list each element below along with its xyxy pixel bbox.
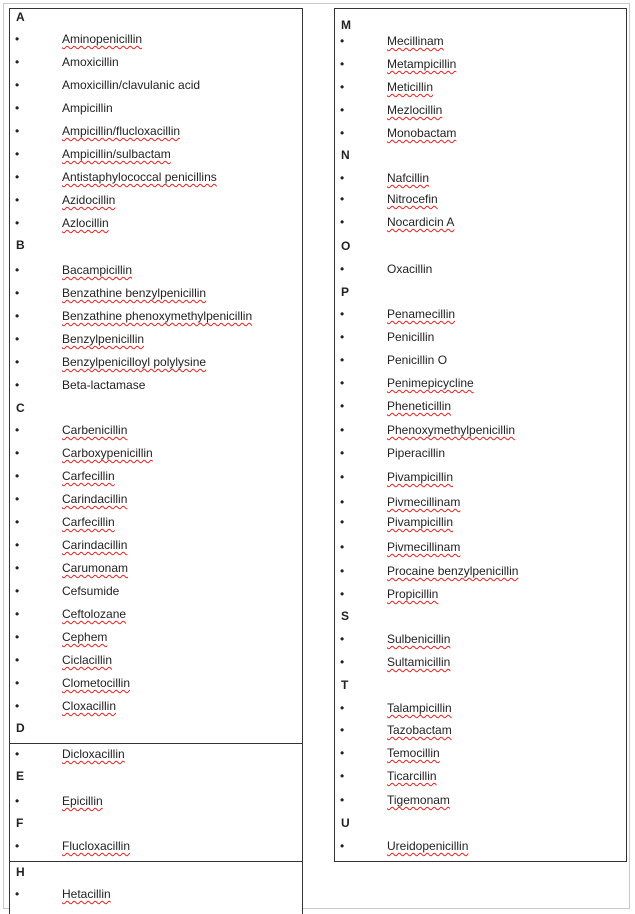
right-list-item: Sultamicillin — [387, 655, 451, 669]
right-list-item: Procaine benzylpenicillin — [387, 564, 519, 578]
bullet-icon: • — [15, 653, 20, 667]
bullet-icon: • — [15, 101, 20, 115]
bullet-icon: • — [15, 124, 20, 138]
bullet-icon: • — [15, 561, 20, 575]
bullet-icon: • — [340, 446, 345, 460]
left-list-item: Carfecillin — [62, 469, 115, 483]
right-list-item: Pivampicillin — [387, 515, 454, 529]
right-section-letter-o: O — [341, 239, 351, 253]
left-list-item: Bacampicillin — [62, 263, 133, 277]
bullet-icon: • — [15, 55, 20, 69]
bullet-icon: • — [340, 262, 345, 276]
right-list-item: Temocillin — [387, 746, 440, 760]
right-list-item: Pivmecillinam — [387, 540, 461, 554]
left-list-item: Benzylpenicillin — [62, 332, 145, 346]
bullet-icon: • — [340, 423, 345, 437]
bullet-icon: • — [340, 587, 345, 601]
bullet-icon: • — [15, 469, 20, 483]
right-list-item: Nocardicin A — [387, 215, 455, 229]
left-list-item: Clometocillin — [62, 676, 131, 690]
bullet-icon: • — [340, 495, 345, 509]
left-section-letter-a: A — [16, 10, 25, 24]
left-list-item: Epicillin — [62, 794, 103, 808]
bullet-icon: • — [15, 193, 20, 207]
right-table-m-to-u — [334, 8, 627, 862]
bullet-icon: • — [15, 515, 20, 529]
right-section-letter-n: N — [341, 148, 350, 162]
left-section-letter-c: C — [16, 401, 25, 415]
left-list-item: Carumonam — [62, 561, 129, 575]
bullet-icon: • — [340, 126, 345, 140]
bullet-icon: • — [15, 32, 20, 46]
left-list-item: Ampicillin/sulbactam — [62, 147, 171, 161]
right-list-item: Pivmecillinam — [387, 495, 461, 509]
bullet-icon: • — [15, 263, 20, 277]
bullet-icon: • — [340, 515, 345, 529]
bullet-icon: • — [15, 216, 20, 230]
bullet-icon: • — [340, 376, 345, 390]
bullet-icon: • — [15, 286, 20, 300]
right-list-item: Talampicillin — [387, 701, 452, 715]
left-list-item: Amoxicillin/clavulanic acid — [62, 78, 201, 92]
left-list-item: Cloxacillin — [62, 699, 117, 713]
bullet-icon: • — [15, 355, 20, 369]
right-list-item: Tigemonam — [387, 793, 450, 807]
left-list-item: Carindacillin — [62, 492, 128, 506]
left-list-item: Carbenicillin — [62, 423, 128, 437]
left-list-item: Azlocillin — [62, 216, 109, 230]
left-list-item: Benzathine benzylpenicillin — [62, 286, 207, 300]
left-list-item: Benzylpenicilloyl polylysine — [62, 355, 207, 369]
bullet-icon: • — [15, 538, 20, 552]
left-section-letter-b: B — [16, 238, 25, 252]
right-section-letter-s: S — [341, 609, 350, 623]
right-list-item: Phenoxymethylpenicillin — [387, 423, 516, 437]
bullet-icon: • — [340, 215, 345, 229]
left-section-letter-d: D — [16, 721, 25, 735]
bullet-icon: • — [340, 701, 345, 715]
left-list-item: Amoxicillin — [62, 55, 119, 69]
right-list-item: Penicillin O — [387, 353, 448, 367]
bullet-icon: • — [340, 470, 345, 484]
bullet-icon: • — [340, 330, 345, 344]
left-list-item: Beta-lactamase — [62, 378, 146, 392]
left-list-item: Ampicillin/flucloxacillin — [62, 124, 181, 138]
right-list-item: Ticarcillin — [387, 769, 437, 783]
bullet-icon: • — [15, 747, 20, 761]
left-list-item: Dicloxacillin — [62, 747, 125, 761]
bullet-icon: • — [340, 839, 345, 853]
bullet-icon: • — [340, 57, 345, 71]
left-list-item: Ceftolozane — [62, 607, 127, 621]
bullet-icon: • — [340, 746, 345, 760]
right-list-item: Penamecillin — [387, 307, 456, 321]
bullet-icon: • — [15, 794, 20, 808]
bullet-icon: • — [15, 423, 20, 437]
right-section-letter-m: M — [341, 18, 351, 32]
bullet-icon: • — [340, 564, 345, 578]
left-list-item: Aminopenicillin — [62, 32, 143, 46]
right-list-item: Metampicillin — [387, 57, 457, 71]
left-table-h — [9, 861, 303, 914]
left-table-a-to-d — [9, 8, 303, 744]
bullet-icon: • — [15, 676, 20, 690]
right-section-letter-p: P — [341, 285, 350, 299]
bullet-icon: • — [15, 309, 20, 323]
right-list-item: Nafcillin — [387, 171, 430, 185]
right-list-item: Meticillin — [387, 80, 434, 94]
bullet-icon: • — [340, 307, 345, 321]
right-list-item: Piperacillin — [387, 446, 446, 460]
left-section-letter-e: E — [16, 769, 25, 783]
left-list-item: Cefsumide — [62, 584, 120, 598]
right-list-item: Tazobactam — [387, 723, 452, 737]
right-list-item: Sulbenicillin — [387, 632, 451, 646]
bullet-icon: • — [15, 607, 20, 621]
left-list-item: Carindacillin — [62, 538, 128, 552]
bullet-icon: • — [15, 332, 20, 346]
left-list-item: Carboxypenicillin — [62, 446, 153, 460]
bullet-icon: • — [15, 630, 20, 644]
left-list-item: Ciclacillin — [62, 653, 113, 667]
bullet-icon: • — [340, 171, 345, 185]
left-table-d-to-f — [9, 743, 303, 862]
right-list-item: Penicillin — [387, 330, 435, 344]
bullet-icon: • — [15, 147, 20, 161]
bullet-icon: • — [15, 378, 20, 392]
left-list-item: Benzathine phenoxymethylpenicillin — [62, 309, 253, 323]
bullet-icon: • — [15, 887, 20, 901]
left-list-item: Carfecillin — [62, 515, 115, 529]
bullet-icon: • — [15, 584, 20, 598]
bullet-icon: • — [340, 399, 345, 413]
left-list-item: Hetacillin — [62, 887, 111, 901]
left-list-item: Flucloxacillin — [62, 839, 131, 853]
right-list-item: Pivampicillin — [387, 470, 454, 484]
right-list-item: Oxacillin — [387, 262, 433, 276]
bullet-icon: • — [340, 34, 345, 48]
left-section-letter-f: F — [16, 816, 24, 830]
bullet-icon: • — [15, 839, 20, 853]
bullet-icon: • — [15, 78, 20, 92]
left-section-letter-h: H — [16, 865, 25, 879]
right-list-item: Monobactam — [387, 126, 457, 140]
right-list-item: Mezlocillin — [387, 103, 443, 117]
left-list-item: Azidocillin — [62, 193, 116, 207]
bullet-icon: • — [15, 170, 20, 184]
right-list-item: Pheneticillin — [387, 399, 452, 413]
bullet-icon: • — [340, 80, 345, 94]
right-list-item: Ureidopenicillin — [387, 839, 469, 853]
bullet-icon: • — [340, 655, 345, 669]
left-list-item: Cephem — [62, 630, 108, 644]
right-list-item: Nitrocefin — [387, 192, 438, 206]
bullet-icon: • — [340, 192, 345, 206]
bullet-icon: • — [340, 353, 345, 367]
bullet-icon: • — [340, 793, 345, 807]
bullet-icon: • — [340, 723, 345, 737]
bullet-icon: • — [340, 103, 345, 117]
right-list-item: Mecillinam — [387, 34, 444, 48]
right-section-letter-u: U — [341, 816, 350, 830]
left-list-item: Antistaphylococcal penicillins — [62, 170, 217, 184]
bullet-icon: • — [340, 540, 345, 554]
bullet-icon: • — [15, 699, 20, 713]
bullet-icon: • — [15, 492, 20, 506]
bullet-icon: • — [15, 446, 20, 460]
right-list-item: Penimepicycline — [387, 376, 474, 390]
bullet-icon: • — [340, 769, 345, 783]
right-section-letter-t: T — [341, 678, 349, 692]
right-list-item: Propicillin — [387, 587, 439, 601]
left-list-item: Ampicillin — [62, 101, 113, 115]
bullet-icon: • — [340, 632, 345, 646]
